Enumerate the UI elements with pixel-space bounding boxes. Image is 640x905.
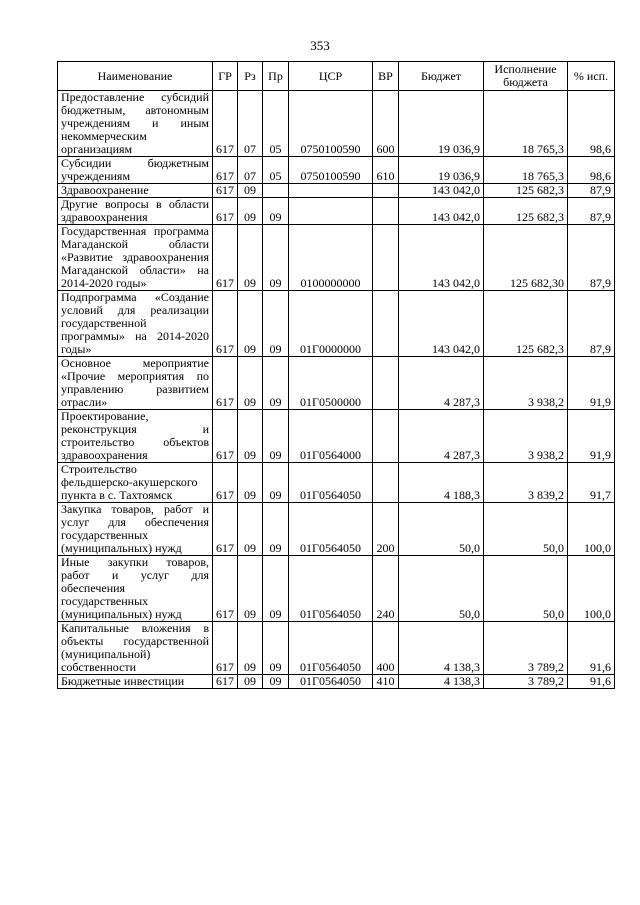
cell-csr: 0750100590: [289, 91, 373, 157]
cell-execution: 125 682,3: [484, 291, 568, 357]
cell-csr: 0750100590: [289, 157, 373, 184]
cell-name: Закупка товаров, работ и услуг для обеспечения государственных (муниципальных) нужд: [58, 503, 213, 556]
cell-csr: [289, 198, 373, 225]
cell-csr: [289, 184, 373, 198]
cell-gr: 617: [213, 357, 238, 410]
cell-gr: 617: [213, 675, 238, 689]
cell-name: Иные закупки товаров, работ и услуг для обеспечения государственных (муниципальных) нужд: [58, 556, 213, 622]
cell-name: Предоставление субсидий бюджетным, автономным учреждениям и иным некоммерческим организациям: [58, 91, 213, 157]
cell-gr: 617: [213, 556, 238, 622]
cell-gr: 617: [213, 622, 238, 675]
cell-name: Проектирование, реконструкция и строительство объектов здравоохранения: [58, 410, 213, 463]
cell-execution: 18 765,3: [484, 157, 568, 184]
header-budget: Бюджет: [399, 62, 484, 91]
cell-name: Государственная программа Магаданской области «Развитие здравоохранения Магаданской области» на 2014-2020 годы»: [58, 225, 213, 291]
header-percent: % исп.: [568, 62, 615, 91]
header-rz: Рз: [238, 62, 263, 91]
table-row: [58, 184, 615, 198]
header-row: [58, 62, 615, 91]
cell-budget: 143 042,0: [399, 198, 484, 225]
table-row: [58, 622, 615, 675]
cell-vr: [373, 225, 399, 291]
table-row: [58, 291, 615, 357]
table-row: [58, 225, 615, 291]
cell-budget: 19 036,9: [399, 91, 484, 157]
table-row: [58, 556, 615, 622]
cell-percent: 98,6: [568, 91, 615, 157]
cell-gr: 617: [213, 157, 238, 184]
cell-pr: 09: [263, 410, 289, 463]
cell-vr: [373, 291, 399, 357]
cell-execution: 50,0: [484, 556, 568, 622]
cell-execution: 125 682,3: [484, 184, 568, 198]
table-body: [58, 91, 615, 689]
cell-execution: 125 682,3: [484, 198, 568, 225]
cell-csr: 01Г0564050: [289, 556, 373, 622]
cell-percent: 91,6: [568, 622, 615, 675]
cell-budget: 19 036,9: [399, 157, 484, 184]
cell-gr: 617: [213, 184, 238, 198]
cell-budget: 50,0: [399, 503, 484, 556]
cell-name: Капитальные вложения в объекты государственной (муниципальной) собственности: [58, 622, 213, 675]
cell-rz: 09: [238, 198, 263, 225]
cell-budget: 143 042,0: [399, 225, 484, 291]
table-row: [58, 357, 615, 410]
cell-budget: 143 042,0: [399, 184, 484, 198]
cell-execution: 18 765,3: [484, 91, 568, 157]
cell-gr: 617: [213, 463, 238, 503]
cell-name: Основное мероприятие «Прочие мероприятия по управлению развитием отрасли»: [58, 357, 213, 410]
header-vr: ВР: [373, 62, 399, 91]
cell-execution: 3 839,2: [484, 463, 568, 503]
header-pr: Пр: [263, 62, 289, 91]
cell-gr: 617: [213, 91, 238, 157]
cell-name: Здравоохранение: [58, 184, 213, 198]
table-row: [58, 463, 615, 503]
header-gr: ГР: [213, 62, 238, 91]
cell-execution: 50,0: [484, 503, 568, 556]
cell-name: Строительство фельдшерско-акушерского пункта в с. Тахтоямск: [58, 463, 213, 503]
cell-pr: 09: [263, 675, 289, 689]
cell-pr: 05: [263, 157, 289, 184]
header-execution: Исполнение бюджета: [484, 62, 568, 91]
cell-pr: 09: [263, 198, 289, 225]
table-row: [58, 410, 615, 463]
table-row: [58, 675, 615, 689]
cell-pr: 09: [263, 357, 289, 410]
cell-csr: 01Г0564050: [289, 463, 373, 503]
cell-percent: 91,6: [568, 675, 615, 689]
cell-name: Подпрограмма «Создание условий для реализации государственной программы» на 2014-2020 годы»: [58, 291, 213, 357]
header-csr: ЦСР: [289, 62, 373, 91]
cell-pr: [263, 184, 289, 198]
cell-gr: 617: [213, 503, 238, 556]
cell-vr: 200: [373, 503, 399, 556]
table-header: [58, 62, 615, 91]
cell-budget: 143 042,0: [399, 291, 484, 357]
cell-csr: 01Г0564050: [289, 622, 373, 675]
cell-percent: 98,6: [568, 157, 615, 184]
cell-rz: 09: [238, 225, 263, 291]
cell-csr: 0100000000: [289, 225, 373, 291]
cell-percent: 87,9: [568, 184, 615, 198]
cell-rz: 09: [238, 291, 263, 357]
table-row: [58, 91, 615, 157]
cell-budget: 4 138,3: [399, 675, 484, 689]
cell-budget: 4 287,3: [399, 410, 484, 463]
cell-percent: 91,9: [568, 357, 615, 410]
cell-pr: 09: [263, 225, 289, 291]
cell-vr: 240: [373, 556, 399, 622]
header-name: Наименование: [58, 62, 213, 91]
cell-csr: 01Г0564050: [289, 675, 373, 689]
cell-vr: 600: [373, 91, 399, 157]
cell-execution: 3 789,2: [484, 675, 568, 689]
cell-gr: 617: [213, 291, 238, 357]
cell-rz: 09: [238, 357, 263, 410]
cell-name: Бюджетные инвестиции: [58, 675, 213, 689]
cell-execution: 125 682,30: [484, 225, 568, 291]
cell-vr: 400: [373, 622, 399, 675]
cell-rz: 07: [238, 91, 263, 157]
cell-percent: 100,0: [568, 556, 615, 622]
cell-budget: 4 287,3: [399, 357, 484, 410]
cell-vr: 410: [373, 675, 399, 689]
table-row: [58, 198, 615, 225]
cell-percent: 91,9: [568, 410, 615, 463]
cell-rz: 09: [238, 184, 263, 198]
table-row: [58, 157, 615, 184]
cell-gr: 617: [213, 410, 238, 463]
cell-percent: 87,9: [568, 225, 615, 291]
cell-pr: 05: [263, 91, 289, 157]
cell-name: Субсидии бюджетным учреждениям: [58, 157, 213, 184]
cell-pr: 09: [263, 556, 289, 622]
cell-percent: 91,7: [568, 463, 615, 503]
cell-csr: 01Г0564050: [289, 503, 373, 556]
cell-percent: 87,9: [568, 291, 615, 357]
cell-budget: 4 138,3: [399, 622, 484, 675]
cell-vr: [373, 184, 399, 198]
cell-percent: 100,0: [568, 503, 615, 556]
cell-rz: 09: [238, 556, 263, 622]
cell-execution: 3 789,2: [484, 622, 568, 675]
cell-rz: 09: [238, 410, 263, 463]
cell-csr: 01Г0500000: [289, 357, 373, 410]
cell-pr: 09: [263, 622, 289, 675]
cell-rz: 09: [238, 675, 263, 689]
cell-pr: 09: [263, 291, 289, 357]
cell-vr: 610: [373, 157, 399, 184]
cell-gr: 617: [213, 225, 238, 291]
cell-csr: 01Г0564000: [289, 410, 373, 463]
cell-percent: 87,9: [568, 198, 615, 225]
cell-vr: [373, 463, 399, 503]
cell-rz: 09: [238, 463, 263, 503]
cell-name: Другие вопросы в области здравоохранения: [58, 198, 213, 225]
cell-rz: 09: [238, 622, 263, 675]
budget-table: [57, 61, 615, 689]
cell-execution: 3 938,2: [484, 410, 568, 463]
cell-execution: 3 938,2: [484, 357, 568, 410]
cell-csr: 01Г0000000: [289, 291, 373, 357]
cell-vr: [373, 198, 399, 225]
cell-rz: 07: [238, 157, 263, 184]
cell-pr: 09: [263, 463, 289, 503]
cell-rz: 09: [238, 503, 263, 556]
table-row: [58, 503, 615, 556]
cell-budget: 4 188,3: [399, 463, 484, 503]
page-number: 353: [310, 38, 330, 53]
cell-pr: 09: [263, 503, 289, 556]
cell-vr: [373, 410, 399, 463]
cell-budget: 50,0: [399, 556, 484, 622]
cell-vr: [373, 357, 399, 410]
cell-gr: 617: [213, 198, 238, 225]
